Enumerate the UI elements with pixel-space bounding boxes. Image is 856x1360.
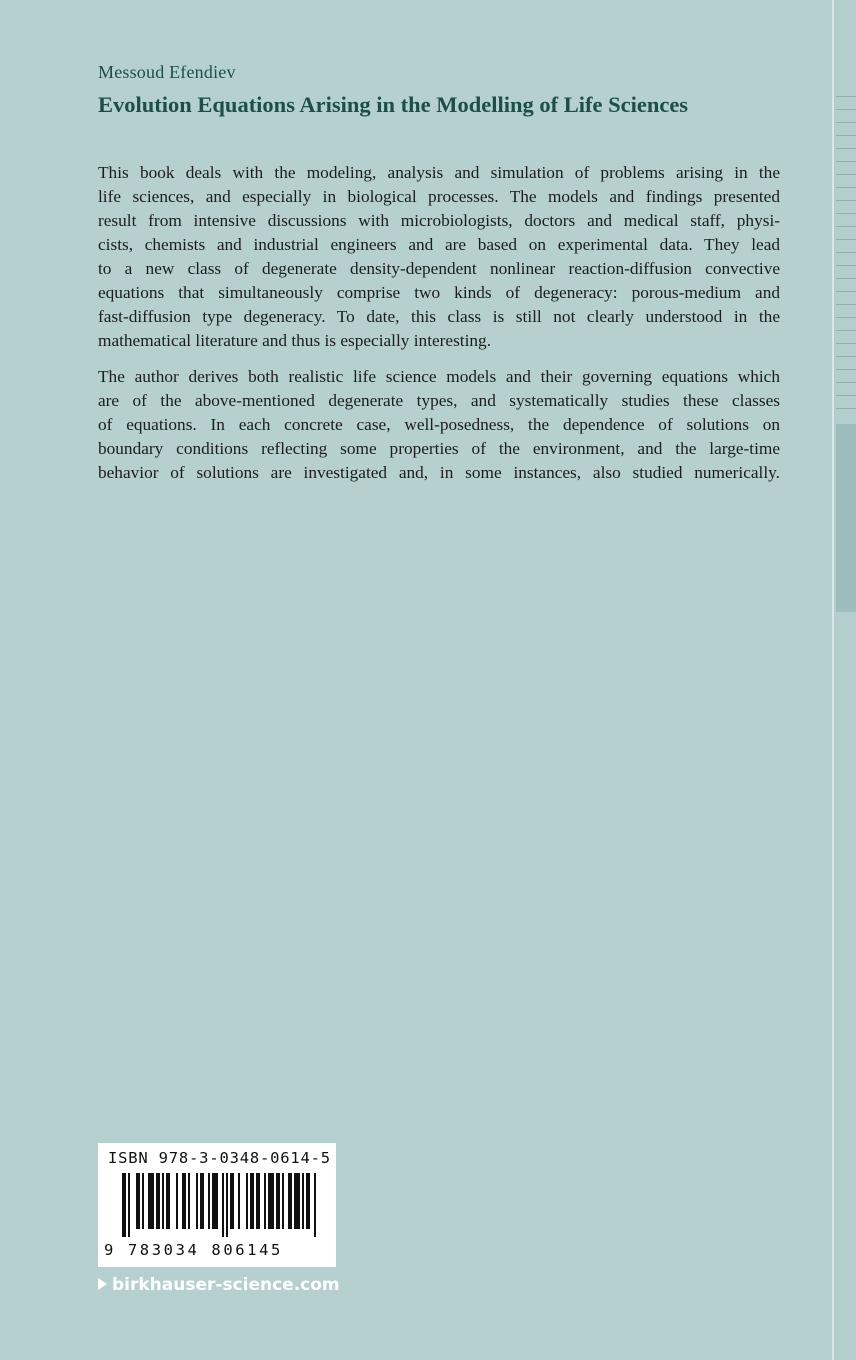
spine-rule <box>836 304 856 305</box>
spine-rule <box>836 291 856 292</box>
text-line: mathematical literature and thus is especially interesting. <box>98 331 492 350</box>
barcode-bar <box>162 1173 164 1229</box>
barcode-bar <box>306 1173 310 1229</box>
barcode-bar <box>288 1173 292 1229</box>
barcode-bar <box>122 1173 126 1237</box>
spine-rule <box>836 187 856 188</box>
description-paragraph-1 <box>98 161 780 353</box>
barcode-bar <box>230 1173 234 1229</box>
spine-rule <box>836 330 856 331</box>
publisher-link[interactable] <box>98 1275 340 1295</box>
text-line: fast-diffusion type degeneracy. To date, this class is still not clearly understood in the <box>98 307 780 326</box>
barcode-bar <box>200 1173 204 1229</box>
barcode-digits: 9 783034 806145 <box>104 1241 283 1259</box>
isbn-barcode <box>98 1143 336 1267</box>
barcode-bar <box>268 1173 274 1229</box>
barcode-bar <box>188 1173 190 1229</box>
barcode-bar <box>142 1173 144 1229</box>
text-line: This book deals with the modeling, analysis and simulation of problems arising in the <box>98 163 780 182</box>
spine-rule <box>836 109 856 110</box>
text-line: result from intensive discussions with microbiologists, doctors and medical staff, physi- <box>98 211 780 230</box>
spine-rule <box>836 343 856 344</box>
spine-rule <box>836 200 856 201</box>
spine-rule <box>836 174 856 175</box>
book-title: Evolution Equations Arising in the Modelling of Life Sciences <box>98 92 689 117</box>
spine-rule <box>836 382 856 383</box>
description-paragraph-2 <box>98 365 780 485</box>
text-line: cists, chemists and industrial engineers and are based on experimental data. They lead <box>98 235 780 254</box>
spine-edge <box>832 0 856 1360</box>
barcode-bar <box>212 1173 218 1229</box>
text-line: life sciences, and especially in biological processes. The models and findings presented <box>98 187 780 206</box>
barcode-bar <box>246 1173 248 1229</box>
spine-rule <box>836 135 856 136</box>
barcode-bar <box>294 1173 300 1229</box>
text-line: behavior of solutions are investigated and, in some instances, also studied numerically. <box>98 463 780 482</box>
barcode-bar <box>314 1173 316 1237</box>
barcode-bars <box>104 1173 330 1239</box>
barcode-bar <box>276 1173 280 1229</box>
author-name: Messoud Efendiev <box>98 62 236 82</box>
spine-rule <box>836 317 856 318</box>
spine-rule <box>836 369 856 370</box>
spine-rule <box>836 408 856 409</box>
text-line: boundary conditions reflecting some properties of the environment, and the large-time <box>98 439 780 458</box>
spine-rule <box>836 226 856 227</box>
barcode-bar <box>302 1173 304 1229</box>
barcode-bar <box>208 1173 210 1229</box>
spine-rule <box>836 96 856 97</box>
spine-rule <box>836 239 856 240</box>
text-line: of equations. In each concrete case, well-posedness, the dependence of solutions on <box>98 415 780 434</box>
spine-rule <box>836 356 856 357</box>
barcode-bar <box>256 1173 260 1229</box>
barcode-bar <box>250 1173 254 1229</box>
spine-rule <box>836 213 856 214</box>
barcode-bar <box>166 1173 170 1229</box>
text-line: to a new class of degenerate density-dependent nonlinear reaction-diffusion convective <box>98 259 780 278</box>
spine-color-block <box>836 424 856 612</box>
barcode-bar <box>226 1173 228 1237</box>
spine-rule <box>836 161 856 162</box>
barcode-bar <box>264 1173 266 1229</box>
text-line: are of the above-mentioned degenerate types, and systematically studies these classes <box>98 391 780 410</box>
text-line: equations that simultaneously comprise two kinds of degeneracy: porous-medium and <box>98 283 780 302</box>
barcode-bar <box>148 1173 154 1229</box>
barcode-bar <box>156 1173 160 1229</box>
barcode-bar <box>196 1173 198 1229</box>
spine-rule <box>836 278 856 279</box>
barcode-bar <box>182 1173 186 1229</box>
spine-rule <box>836 395 856 396</box>
barcode-bar <box>128 1173 130 1237</box>
spine-rule <box>836 122 856 123</box>
spine-rule <box>836 265 856 266</box>
isbn-label: ISBN 978-3-0348-0614-5 <box>108 1149 331 1167</box>
barcode-bar <box>176 1173 178 1229</box>
spine-rule <box>836 252 856 253</box>
barcode-bar <box>238 1173 240 1229</box>
text-line: The author derives both realistic life science models and their governing equations which <box>98 367 780 386</box>
triangle-arrow-icon <box>98 1278 107 1290</box>
barcode-bar <box>282 1173 284 1229</box>
barcode-bar <box>222 1173 224 1237</box>
spine-rule <box>836 148 856 149</box>
barcode-bar <box>136 1173 140 1229</box>
publisher-url: birkhauser-science.com <box>112 1275 340 1295</box>
